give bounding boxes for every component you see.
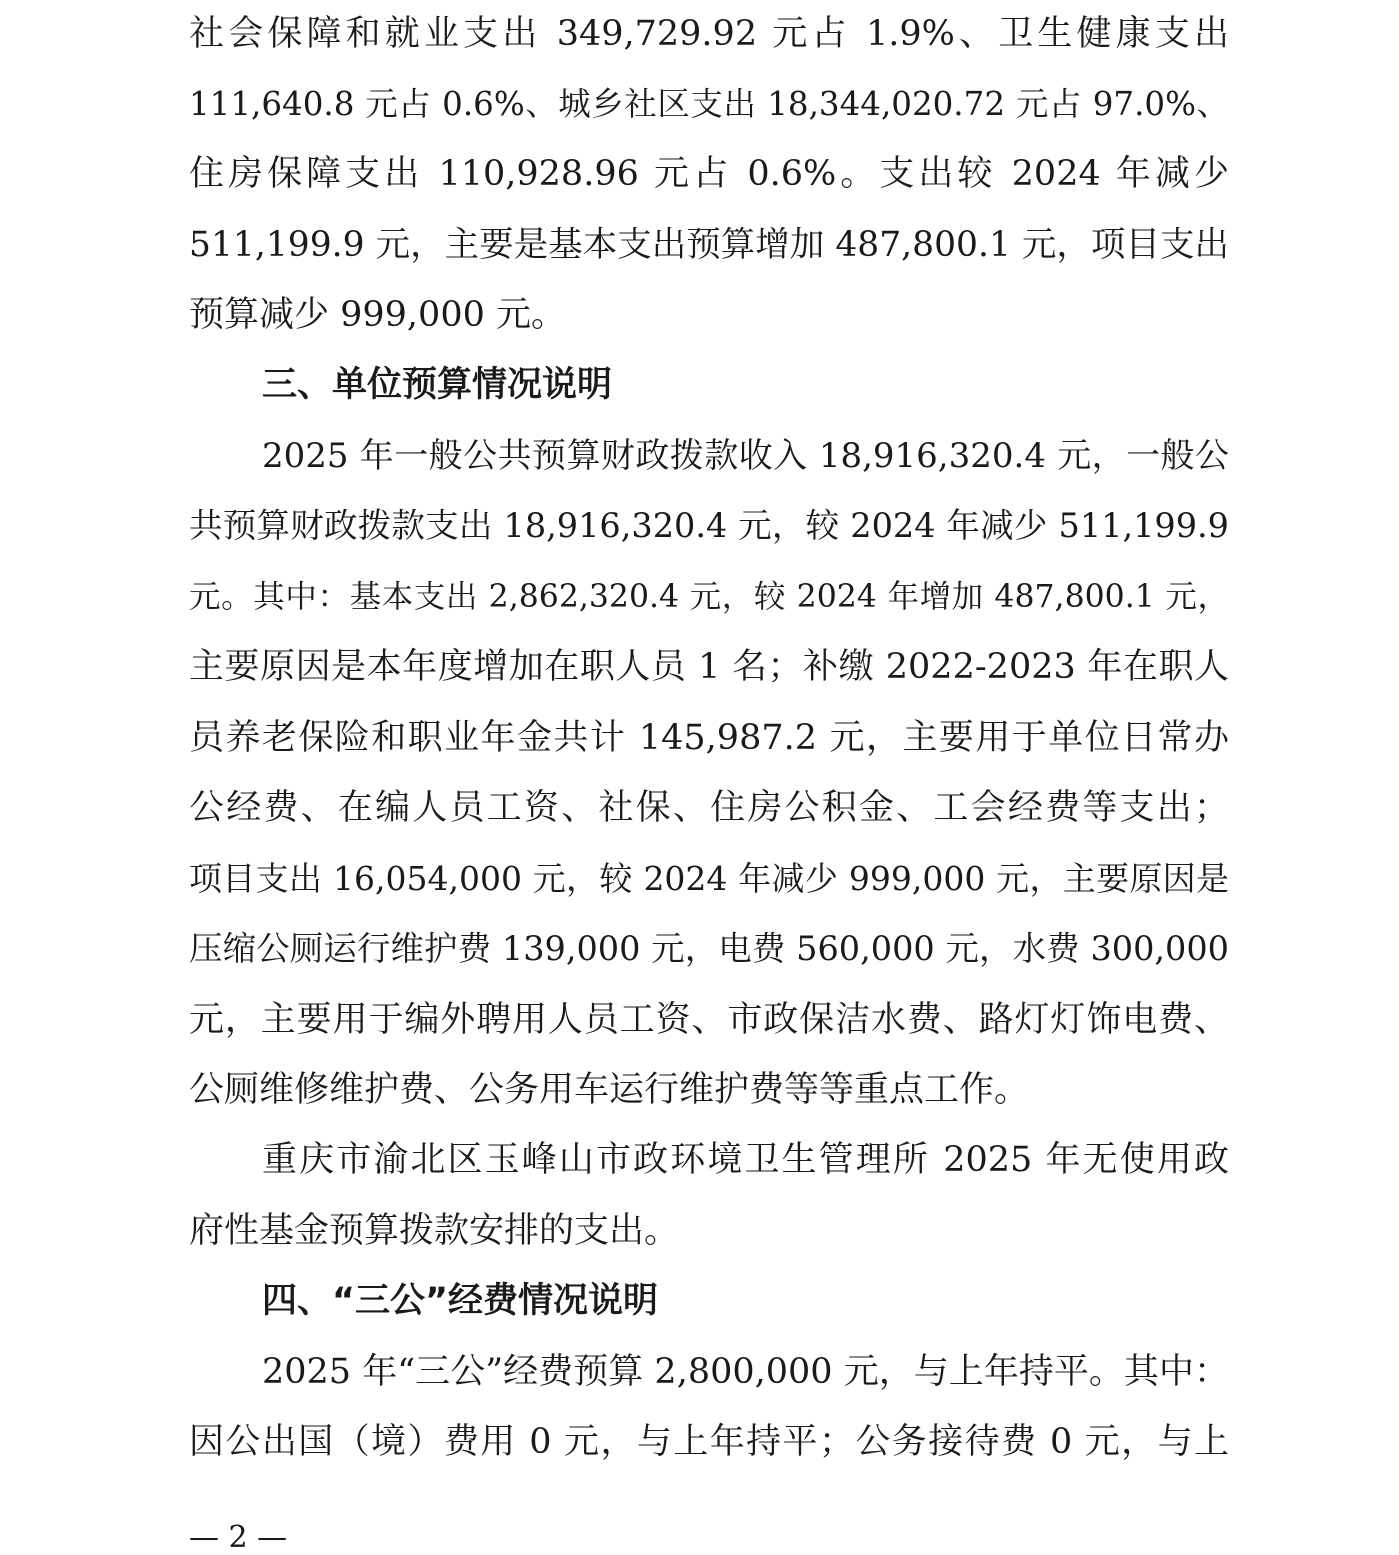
paragraph-2-line-6: 公经费、在编人员工资、社保、住房公积金、工会经费等支出；: [189, 788, 1229, 828]
paragraph-2-line-4: 主要原因是本年度增加在职人员 1 名；补缴 2022-2023 年在职人: [189, 647, 1229, 687]
paragraph-1-line-2: 111,640.8 元占 0.6%、城乡社区支出 18,344,020.72 元占 97.0%、: [189, 85, 1229, 123]
paragraph-1-line-1: 社会保障和就业支出 349,729.92 元占 1.9%、卫生健康支出: [189, 14, 1229, 54]
section-heading-4: 四、“三公”经费情况说明: [262, 1281, 659, 1321]
paragraph-2-line-9: 元，主要用于编外聘用人员工资、市政保洁水费、路灯灯饰电费、: [189, 1000, 1229, 1040]
paragraph-2-line-1: 2025 年一般公共预算财政拨款收入 18,916,320.4 元，一般公: [262, 436, 1229, 476]
section-heading-3: 三、单位预算情况说明: [262, 365, 613, 405]
paragraph-2-line-3: 元。其中：基本支出 2,862,320.4 元，较 2024 年增加 487,800.1 元，: [189, 579, 1229, 615]
paragraph-2-line-8: 压缩公厕运行维护费 139,000 元，电费 560,000 元，水费 300,000: [189, 929, 1229, 968]
paragraph-1-line-3: 住房保障支出 110,928.96 元占 0.6%。支出较 2024 年减少: [189, 154, 1229, 194]
paragraph-2-line-10: 公厕维修维护费、公务用车运行维护费等等重点工作。: [189, 1070, 1030, 1110]
paragraph-3-line-1: 重庆市渝北区玉峰山市政环境卫生管理所 2025 年无使用政: [262, 1140, 1229, 1180]
paragraph-3-line-2: 府性基金预算拨款安排的支出。: [189, 1211, 680, 1251]
paragraph-1-line-4: 511,199.9 元，主要是基本支出预算增加 487,800.1 元，项目支出: [189, 225, 1229, 265]
paragraph-4-line-2: 因公出国（境）费用 0 元，与上年持平；公务接待费 0 元，与上: [189, 1422, 1229, 1462]
paragraph-2-line-7: 项目支出 16,054,000 元，较 2024 年减少 999,000 元，主要原因是: [189, 859, 1229, 898]
paragraph-1-line-5: 预算减少 999,000 元。: [189, 295, 566, 335]
paragraph-2-line-2: 共预算财政拨款支出 18,916,320.4 元，较 2024 年减少 511,199.9: [189, 506, 1229, 545]
paragraph-4-line-1: 2025 年“三公”经费预算 2,800,000 元，与上年持平。其中：: [262, 1352, 1229, 1392]
page-number: — 2 —: [189, 1520, 288, 1555]
paragraph-2-line-5: 员养老保险和职业年金共计 145,987.2 元，主要用于单位日常办: [189, 718, 1229, 758]
